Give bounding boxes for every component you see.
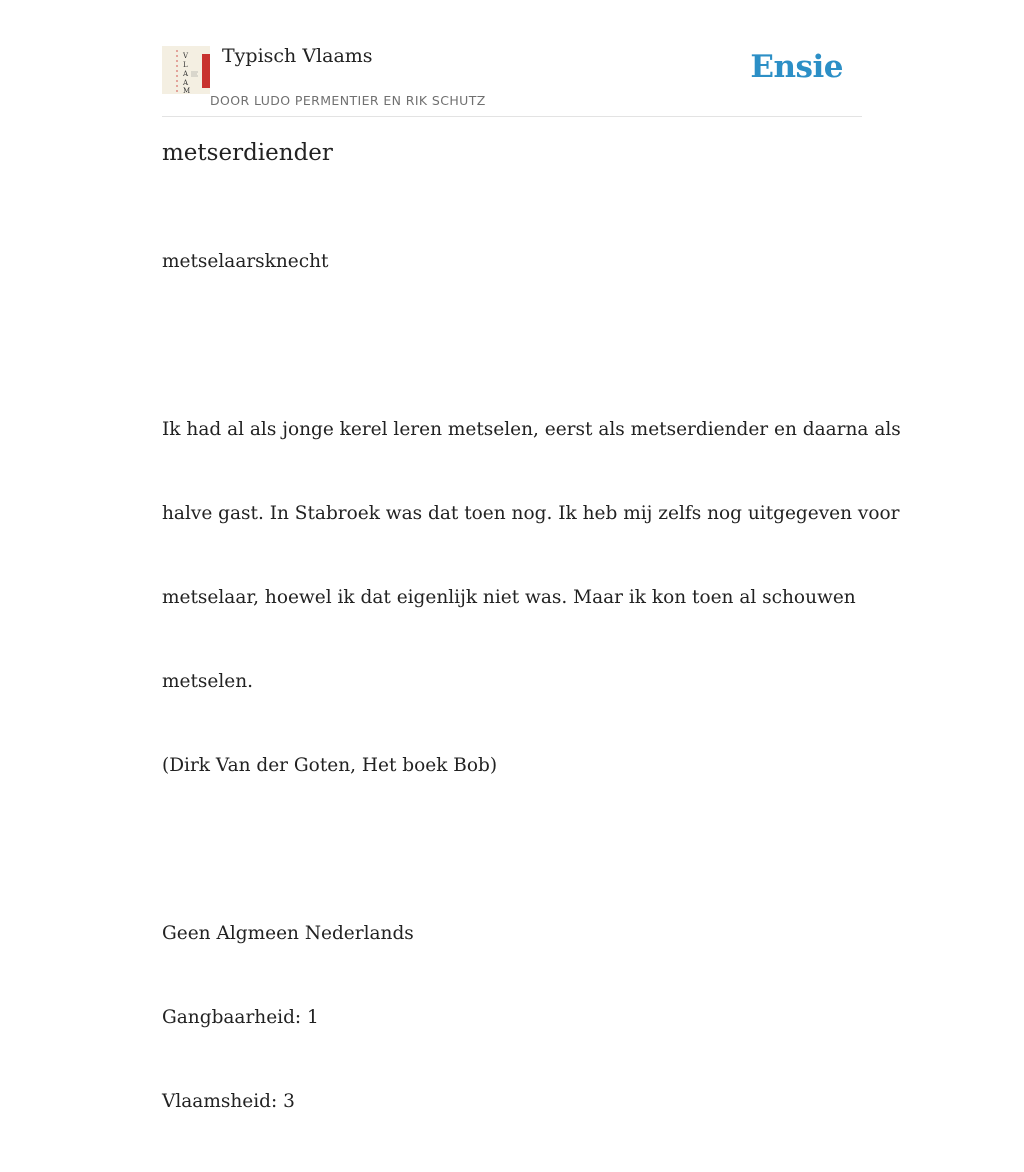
example-line: metselen. <box>162 671 254 692</box>
svg-text:V: V <box>183 52 189 60</box>
entry-definition: metselaarsknecht <box>162 251 329 272</box>
gangbaarheid: Gangbaarheid: 1 <box>162 1007 319 1028</box>
language-note: Geen Algmeen Nederlands <box>162 923 414 944</box>
entry-body <box>162 192 901 1172</box>
svg-text:M: M <box>183 87 191 95</box>
blank-line <box>162 332 862 360</box>
svg-text:A: A <box>183 79 189 87</box>
book-title[interactable]: Typisch Vlaams <box>222 45 373 67</box>
book-cover-icon[interactable] <box>162 46 210 94</box>
vlaamsheid: Vlaamsheid: 3 <box>162 1091 295 1112</box>
example-line: metselaar, hoewel ik dat eigenlijk niet was. Maar ik kon toen al schouwen <box>162 587 856 608</box>
svg-text:L: L <box>183 61 188 69</box>
entry-term: metserdiender <box>162 140 333 166</box>
example-source: (Dirk Van der Goten, Het boek Bob) <box>162 755 498 776</box>
blank-line <box>162 836 862 864</box>
entry-header <box>162 0 862 117</box>
book-authors: DOOR LUDO PERMENTIER EN RIK SCHUTZ <box>210 93 486 108</box>
example-line: halve gast. In Stabroek was dat toen nog. Ik heb mij zelfs nog uitgegeven voor <box>162 503 900 524</box>
entry-card <box>162 0 901 1112</box>
svg-text:A: A <box>183 70 189 78</box>
example-line: Ik had al als jonge kerel leren metselen, eerst als metserdiender en daarna als <box>162 419 901 440</box>
ensie-logo[interactable]: Ensie <box>750 49 843 85</box>
